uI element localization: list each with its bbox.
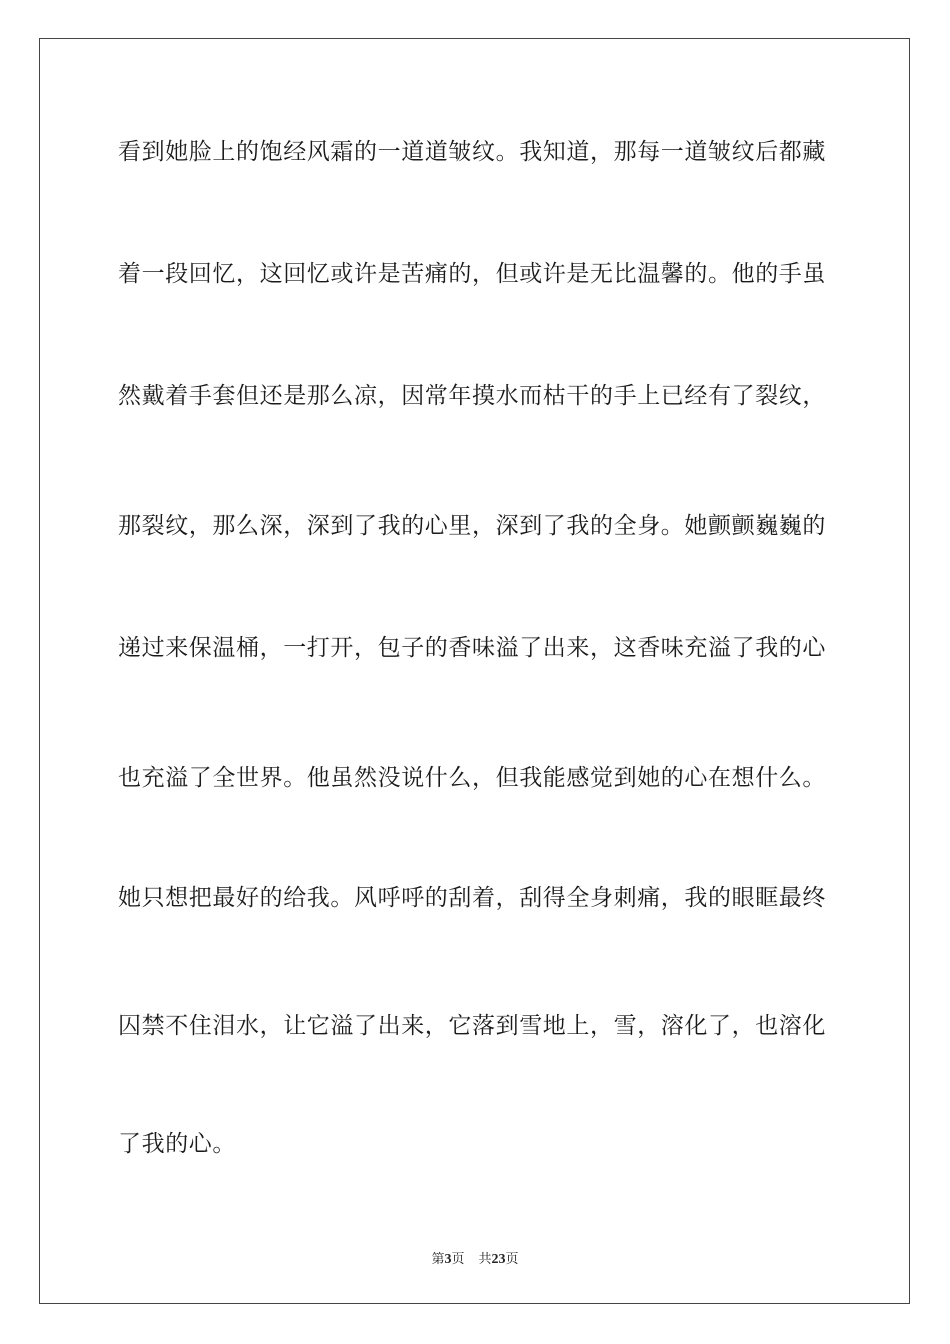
page-footer [0,1248,950,1268]
text-line: 那裂纹，那么深，深到了我的心里，深到了我的全身。她颤颤巍巍的 [118,513,826,539]
page-suffix: 页 [451,1252,465,1267]
total-pages: 23 [491,1252,506,1267]
page-border [39,38,910,1304]
total-suffix: 页 [505,1252,519,1267]
page-prefix: 第 [431,1252,445,1267]
text-line: 囚禁不住泪水，让它溢了出来，它落到雪地上，雪，溶化了，也溶化 [118,1013,826,1039]
text-line: 递过来保温桶，一打开，包子的香味溢了出来，这香味充溢了我的心 [118,635,826,661]
total-prefix: 共 [478,1252,492,1267]
text-line: 然戴着手套但还是那么凉，因常年摸水而枯干的手上已经有了裂纹， [118,383,826,409]
text-line: 看到她脸上的饱经风霜的一道道皱纹。我知道，那每一道皱纹后都藏 [118,139,826,165]
text-line: 了我的心。 [118,1131,236,1157]
text-line: 也充溢了全世界。他虽然没说什么，但我能感觉到她的心在想什么。 [118,765,826,791]
text-line: 她只想把最好的给我。风呼呼的刮着，刮得全身刺痛，我的眼眶最终 [118,885,826,911]
page-number: 3 [444,1252,452,1267]
text-line: 着一段回忆，这回忆或许是苦痛的，但或许是无比温馨的。他的手虽 [118,261,826,287]
